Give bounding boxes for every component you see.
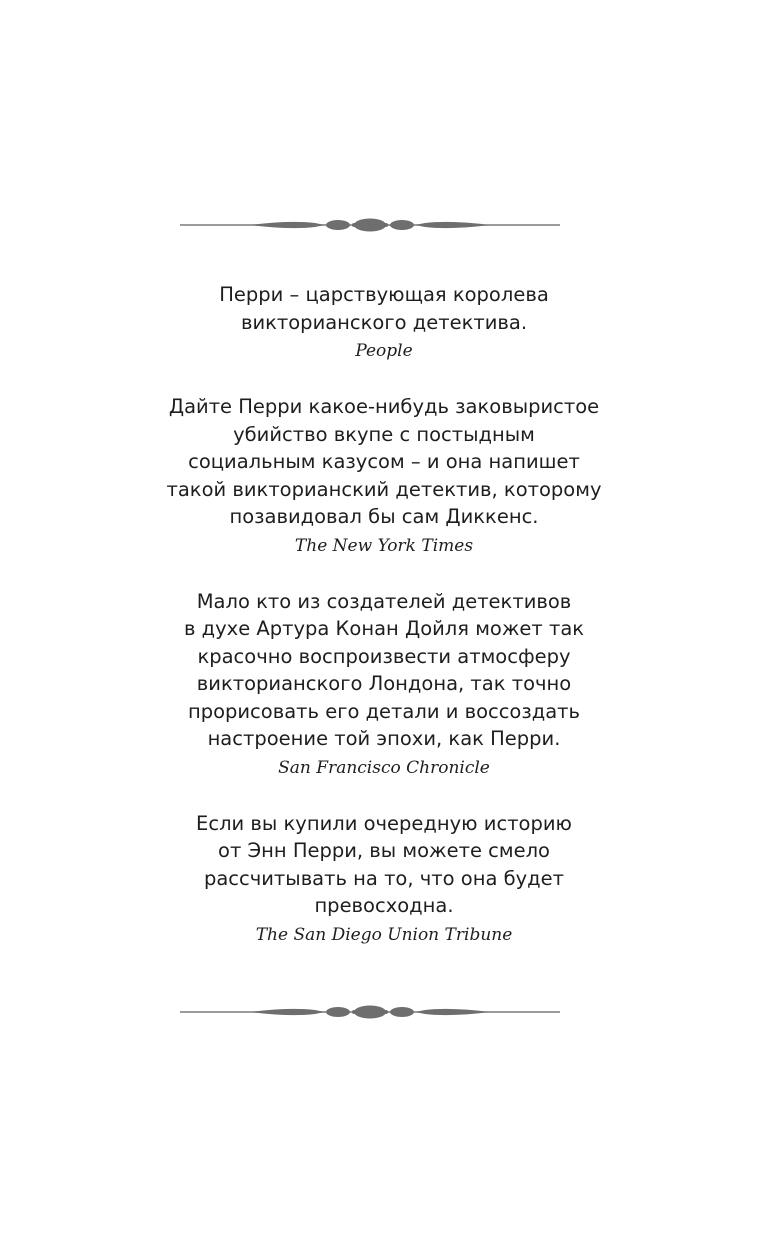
review-quote bbox=[100, 393, 668, 561]
bottom-ornament-divider bbox=[180, 1003, 560, 1021]
review-quote bbox=[100, 588, 668, 783]
review-quotes bbox=[100, 281, 668, 977]
quote-source: The New York Times bbox=[294, 535, 474, 556]
review-quote bbox=[100, 281, 668, 366]
quote-source: People bbox=[355, 341, 413, 361]
review-quote bbox=[100, 810, 668, 950]
quote-text: Перри – царствующая королева викторианского детектива. bbox=[219, 283, 549, 334]
quote-text: Если вы купили очередную историю от Энн Перри, вы можете смело рассчитывать на то, что она будет превосходна. bbox=[196, 811, 572, 917]
quote-source: The San Diego Union Tribune bbox=[255, 924, 513, 945]
top-ornament-divider bbox=[180, 216, 560, 234]
quote-text: Мало кто из создателей детективов в духе Артура Конан Дойля может так красочно воспроизвести атмосферу викторианского Лондона, так точно прорисовать его детали и воссоздать настроение той эпохи, как Перри. bbox=[183, 589, 585, 750]
quote-text: Дайте Перри какое-нибудь заковыристое убийство вкупе с постыдным социальным казусом – и она напишет такой викторианский детектив, которому позавидовал бы сам Диккенс. bbox=[166, 395, 602, 528]
quote-source: San Francisco Chronicle bbox=[278, 757, 490, 778]
